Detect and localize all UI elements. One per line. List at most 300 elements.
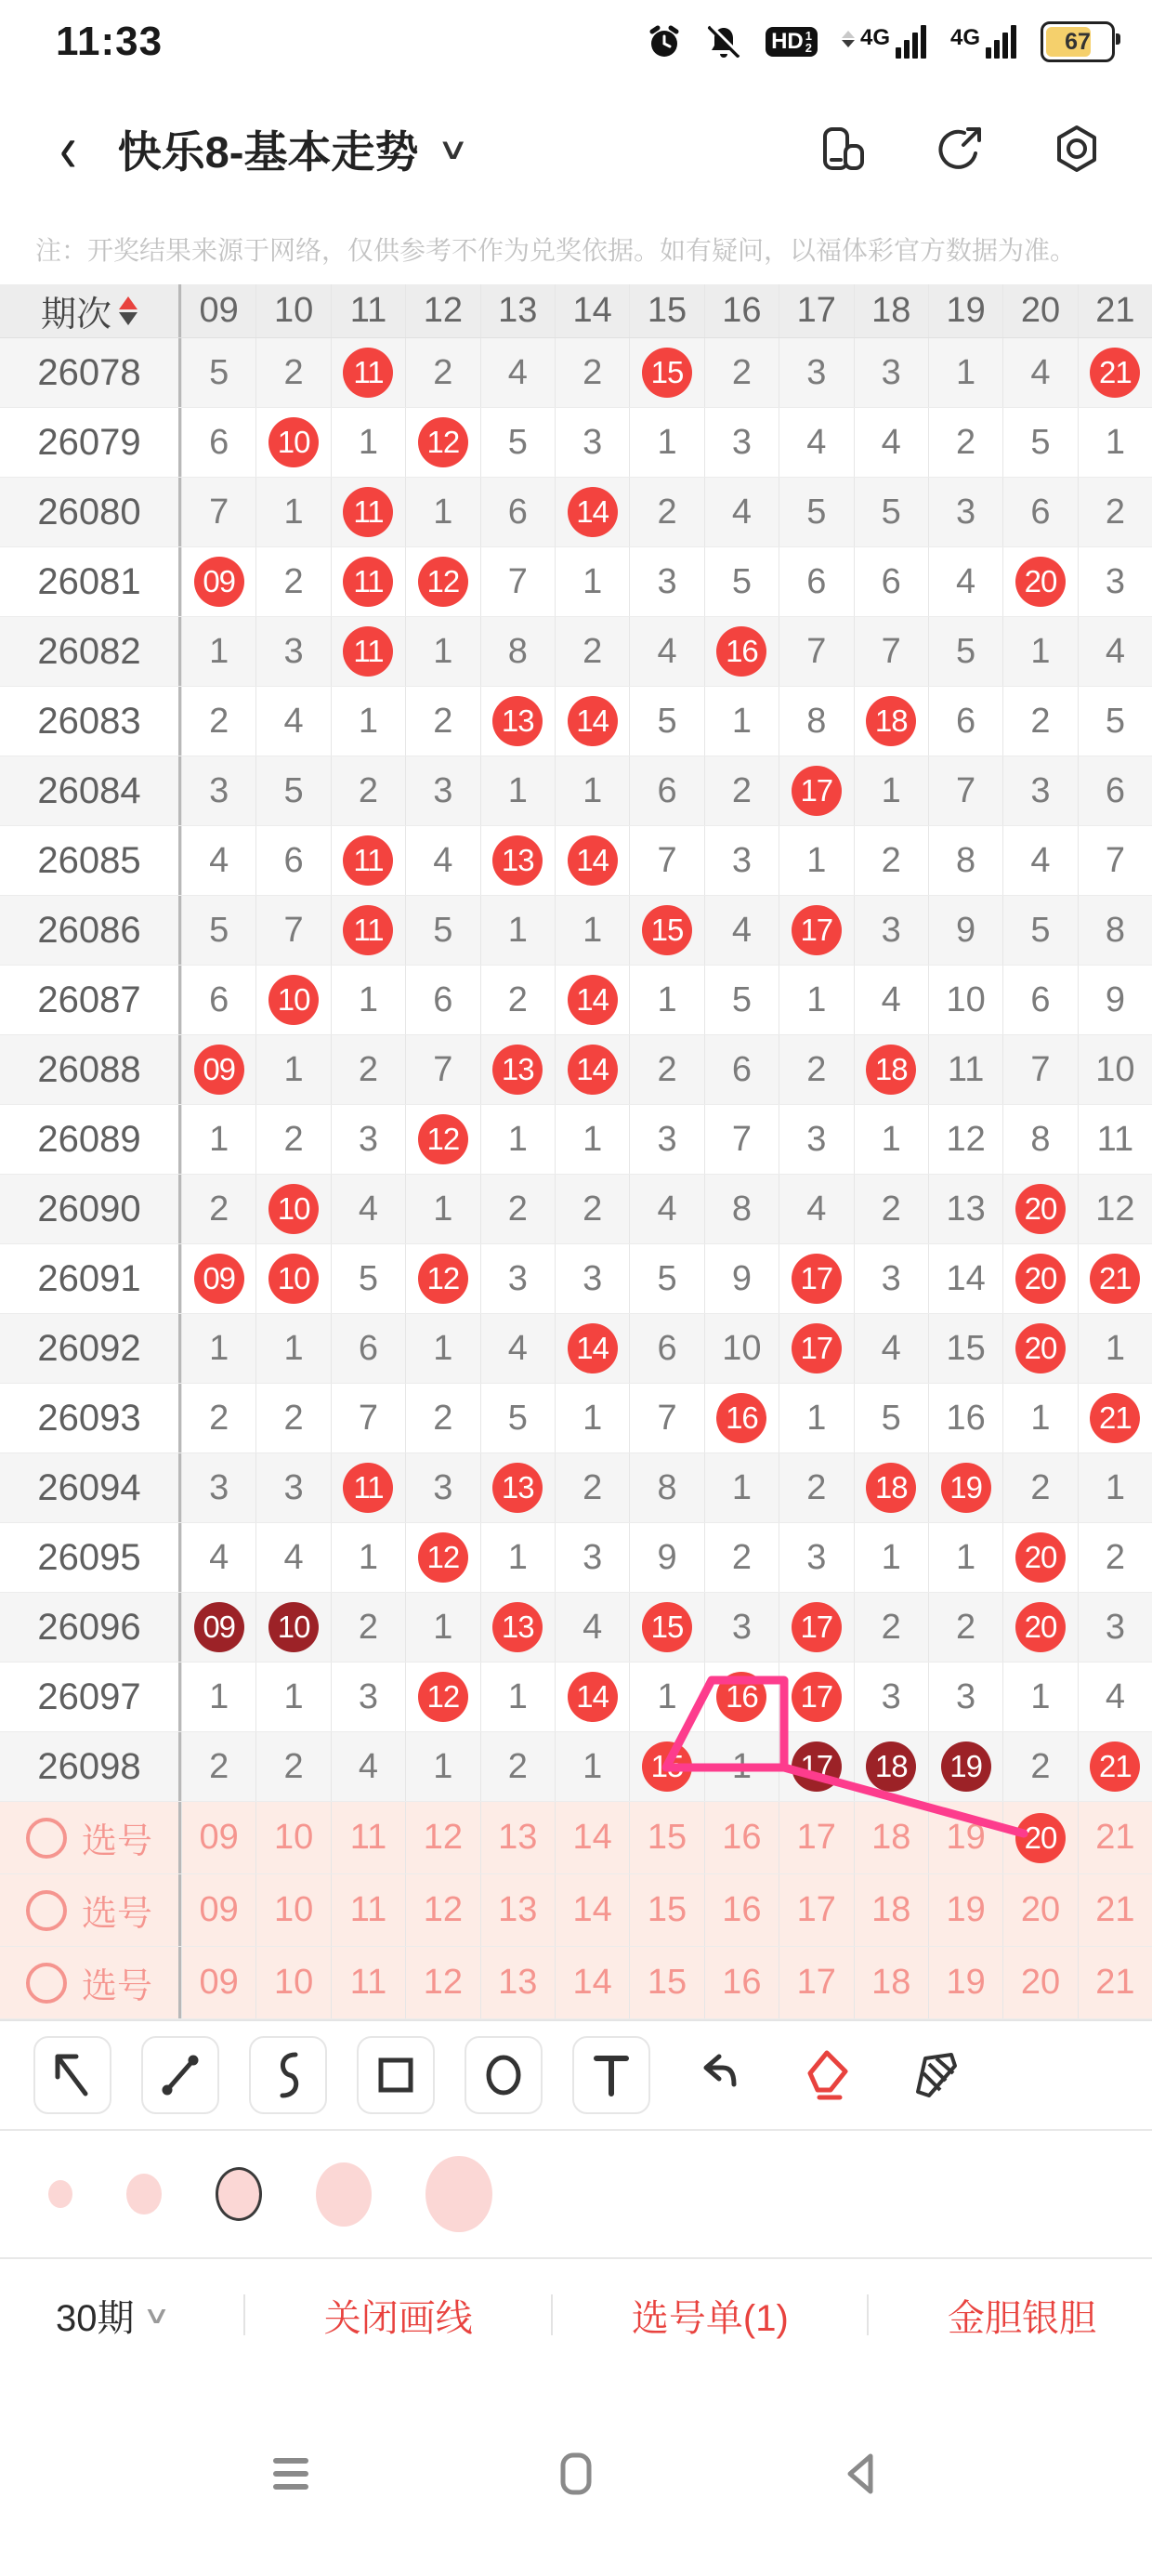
period-cell: 26086 [0,896,181,965]
miss-cell [405,1244,479,1313]
pick-label: 选号 [81,1895,152,1934]
miss-cell: 5 [255,756,330,825]
miss-cell [779,1244,853,1313]
miss-cell [928,1453,1002,1522]
drawn-number-ball: 20 [1015,1602,1066,1652]
miss-cell: 1 [405,1593,479,1662]
miss-cell: 1 [480,1663,555,1731]
drawn-number-ball: 18 [866,1045,916,1095]
miss-cell: 5 [1002,896,1077,965]
pick-number-19[interactable]: 19 [928,1874,1002,1946]
pick-number-15[interactable]: 15 [629,1802,703,1873]
pick-label: 选号 [81,1967,152,2006]
miss-cell: 6 [480,478,555,546]
miss-cell [255,408,330,477]
miss-cell: 3 [704,1593,779,1662]
miss-cell [1002,1593,1077,1662]
miss-cell: 2 [555,338,629,407]
pick-row [0,1802,1152,1874]
drawn-number-ball: 18 [866,1463,916,1513]
menu-icon[interactable] [267,2450,315,2498]
miss-cell: 3 [854,1244,928,1313]
miss-cell: 2 [1078,1523,1152,1592]
miss-cell: 1 [181,1314,255,1383]
period-cell: 26087 [0,966,181,1034]
table-row [0,1453,1152,1523]
miss-cell: 4 [704,478,779,546]
table-row [0,1384,1152,1453]
miss-cell: 3 [331,1105,405,1174]
table-row [0,408,1152,478]
period-cell: 26081 [0,547,181,616]
pick-number-09[interactable]: 09 [181,1802,255,1873]
pick-list-button[interactable]: 选号单(1) [631,2297,789,2339]
drawn-number-ball: 16 [716,1672,766,1722]
miss-cell: 2 [331,1593,405,1662]
miss-cell [779,1314,853,1383]
pick-number-16[interactable]: 16 [704,1802,779,1873]
miss-cell: 3 [255,1453,330,1522]
brush-size-2[interactable] [126,2174,162,2215]
miss-cell: 2 [331,756,405,825]
drawn-number-ball: 15 [642,905,692,955]
miss-cell: 5 [704,966,779,1034]
miss-cell: 5 [704,547,779,616]
hd-badge: HD 1 2 [766,27,818,57]
miss-cell [331,478,405,546]
table-row [0,756,1152,826]
miss-cell: 3 [854,896,928,965]
pick-number-11[interactable]: 11 [331,1947,405,2018]
drawn-number-ball-dark: 18 [866,1741,916,1792]
miss-cell: 1 [1078,1453,1152,1522]
miss-cell: 1 [928,338,1002,407]
table-row [0,1035,1152,1105]
pick-number-21[interactable]: 21 [1078,1874,1152,1946]
miss-cell: 4 [1078,1663,1152,1731]
miss-cell: 1 [480,1523,555,1592]
brush-size-3[interactable] [216,2167,262,2221]
miss-cell: 3 [854,1663,928,1731]
pick-number-21[interactable]: 21 [1078,1802,1152,1873]
miss-cell [854,687,928,756]
period-sort-header[interactable]: 期次 [0,284,181,337]
circle-tool-button[interactable] [465,2036,543,2114]
pick-number-20[interactable] [1002,1802,1077,1873]
column-header-10: 10 [255,284,330,337]
column-header-20: 20 [1002,284,1077,337]
miss-cell [255,1244,330,1313]
miss-cell [779,1732,853,1801]
miss-cell: 1 [255,1035,330,1104]
bottom-action-bar [0,2259,1152,2371]
pick-number-19[interactable]: 19 [928,1802,1002,1873]
miss-cell: 6 [331,1314,405,1383]
period-cell: 26097 [0,1663,181,1731]
pick-number-12[interactable]: 12 [405,1874,479,1946]
miss-cell: 8 [779,687,853,756]
miss-cell [405,1523,479,1592]
miss-cell: 6 [854,547,928,616]
miss-cell: 6 [629,756,703,825]
miss-cell: 12 [928,1105,1002,1174]
pick-number-09[interactable]: 09 [181,1947,255,2018]
pick-radio[interactable] [26,1890,67,1931]
pick-number-14[interactable]: 14 [555,1802,629,1873]
home-icon[interactable] [552,2450,600,2498]
miss-cell: 4 [1002,826,1077,895]
brush-size-4[interactable] [316,2162,372,2227]
miss-cell: 1 [255,1314,330,1383]
pick-number-21[interactable]: 21 [1078,1947,1152,2018]
miss-cell: 5 [779,478,853,546]
miss-cell: 1 [779,966,853,1034]
draw-toolbar [0,2019,1152,2129]
drawn-number-ball: 15 [642,1602,692,1652]
pick-number-14[interactable]: 14 [555,1874,629,1946]
miss-cell: 11 [928,1035,1002,1104]
pick-number-19[interactable]: 19 [928,1947,1002,2018]
drawn-number-ball: 12 [418,1254,468,1304]
miss-cell: 1 [405,1314,479,1383]
back-nav-icon[interactable] [837,2450,885,2498]
miss-cell [405,547,479,616]
miss-cell: 2 [704,338,779,407]
period-cell: 26079 [0,408,181,477]
drawn-number-ball: 12 [418,1672,468,1722]
miss-cell [555,687,629,756]
column-header-16: 16 [704,284,779,337]
column-header-14: 14 [555,284,629,337]
miss-cell [405,1663,479,1731]
miss-cell: 9 [629,1523,703,1592]
miss-cell: 1 [704,1453,779,1522]
clock-time: 11:33 [56,19,164,64]
miss-cell [480,1453,555,1522]
miss-cell: 4 [629,1175,703,1243]
miss-cell: 5 [181,338,255,407]
miss-cell: 9 [1078,966,1152,1034]
pick-radio[interactable] [26,1818,67,1859]
pick-number-12[interactable]: 12 [405,1802,479,1873]
drawn-number-ball: 21 [1090,1741,1140,1792]
drawn-number-ball: 09 [194,557,244,607]
pick-number-17[interactable]: 17 [779,1947,853,2018]
miss-cell: 3 [1078,1593,1152,1662]
drawn-number-ball: 15 [642,348,692,398]
miss-cell [331,826,405,895]
miss-cell: 3 [779,1105,853,1174]
miss-cell: 1 [331,1523,405,1592]
miss-cell: 2 [255,338,330,407]
pointer-tool-button[interactable] [33,2036,111,2114]
drawn-number-ball: 13 [492,1463,543,1513]
drawn-number-ball: 10 [268,1184,319,1234]
miss-cell [480,1593,555,1662]
drawn-number-ball: 10 [268,1254,319,1304]
drawn-number-ball: 20 [1015,557,1066,607]
miss-cell [629,896,703,965]
miss-cell: 8 [1078,896,1152,965]
miss-cell: 1 [555,1732,629,1801]
miss-cell: 6 [779,547,853,616]
miss-cell [854,1453,928,1522]
page-title: 快乐8-基本走势 [117,126,419,177]
miss-cell: 3 [405,756,479,825]
pick-number-11[interactable]: 11 [331,1874,405,1946]
miss-cell: 1 [1078,1314,1152,1383]
miss-cell: 10 [928,966,1002,1034]
period-cell: 26095 [0,1523,181,1592]
miss-cell: 4 [779,408,853,477]
table-row [0,1732,1152,1802]
miss-cell: 6 [181,408,255,477]
miss-cell: 15 [928,1314,1002,1383]
miss-cell: 14 [928,1244,1002,1313]
drawn-number-ball: 13 [492,1045,543,1095]
miss-cell: 8 [629,1453,703,1522]
drawn-number-ball: 11 [343,348,393,398]
miss-cell: 3 [255,617,330,686]
drawn-number-ball: 20 [1015,1254,1066,1304]
rect-tool-button[interactable] [357,2036,435,2114]
miss-cell: 13 [928,1175,1002,1243]
drawn-number-ball-dark: 19 [941,1741,991,1792]
pick-row [0,1947,1152,2019]
miss-cell: 2 [555,1175,629,1243]
drawn-number-ball: 14 [568,1672,618,1722]
miss-cell: 2 [1078,478,1152,546]
miss-cell [181,1593,255,1662]
miss-cell: 3 [779,1523,853,1592]
pick-number-10[interactable]: 10 [255,1874,330,1946]
brush-size-1[interactable] [48,2180,72,2208]
miss-cell [779,896,853,965]
pick-radio[interactable] [26,1963,67,2004]
miss-cell [331,1453,405,1522]
pick-number-13[interactable]: 13 [480,1874,555,1946]
miss-cell: 4 [928,547,1002,616]
miss-cell: 7 [928,756,1002,825]
miss-cell: 4 [704,896,779,965]
miss-cell: 1 [555,1105,629,1174]
miss-cell [1002,1523,1077,1592]
miss-cell: 5 [854,478,928,546]
sort-arrows-icon [119,296,137,325]
drawn-number-ball: 18 [866,696,916,746]
brush-size-5[interactable] [425,2156,492,2233]
column-header-19: 19 [928,284,1002,337]
period-cell: 26098 [0,1732,181,1801]
miss-cell: 5 [1078,687,1152,756]
pick-number-17[interactable]: 17 [779,1874,853,1946]
title-dropdown-icon[interactable]: ∨ [437,132,470,165]
period-count-select[interactable]: 30期 ∨ [56,2297,171,2339]
miss-cell: 1 [1078,408,1152,477]
miss-cell: 2 [331,1035,405,1104]
miss-cell: 3 [704,408,779,477]
miss-cell [181,1035,255,1104]
miss-cell: 1 [555,896,629,965]
miss-cell: 6 [1002,966,1077,1034]
period-cell: 26089 [0,1105,181,1174]
period-cell: 26093 [0,1384,181,1452]
miss-cell: 2 [1002,687,1077,756]
pick-number-18[interactable]: 18 [854,1802,928,1873]
pick-number-20[interactable]: 20 [1002,1874,1077,1946]
miss-cell: 1 [331,687,405,756]
gold-silver-dan-button[interactable]: 金胆银胆 [947,2297,1096,2339]
miss-cell [555,826,629,895]
share-icon[interactable] [933,122,987,176]
miss-cell: 1 [331,408,405,477]
disclaimer-text: 注：开奖结果来源于网络，仅供参考不作为兑奖依据。如有疑问，以福体彩官方数据为准。 [35,236,1077,265]
miss-cell [331,547,405,616]
status-bar [0,0,1152,84]
table-row [0,687,1152,756]
miss-cell: 5 [331,1244,405,1313]
brush-button[interactable] [896,2036,974,2114]
floating-window-icon[interactable] [816,122,870,176]
miss-cell: 4 [854,1314,928,1383]
table-row [0,1663,1152,1732]
miss-cell: 1 [1002,1384,1077,1452]
pick-number-11[interactable]: 11 [331,1802,405,1873]
mute-icon [706,24,741,59]
period-cell: 26078 [0,338,181,407]
miss-cell: 8 [1002,1105,1077,1174]
column-header-12: 12 [405,284,479,337]
miss-cell: 3 [928,1663,1002,1731]
miss-cell: 11 [1078,1105,1152,1174]
miss-cell: 1 [854,756,928,825]
miss-cell: 2 [480,1732,555,1801]
miss-cell [555,1663,629,1731]
period-cell: 26080 [0,478,181,546]
miss-cell: 1 [854,1105,928,1174]
period-cell: 26090 [0,1175,181,1243]
miss-cell: 3 [555,1523,629,1592]
pick-number-14[interactable]: 14 [555,1947,629,2018]
miss-cell: 1 [181,1663,255,1731]
pick-number-16[interactable]: 16 [704,1874,779,1946]
miss-cell [1078,1384,1152,1452]
miss-cell: 7 [629,826,703,895]
drawn-number-ball: 11 [343,835,393,886]
pick-number-20[interactable]: 20 [1002,1947,1077,2018]
miss-cell: 7 [405,1035,479,1104]
drawn-number-ball: 11 [343,487,393,537]
drawn-number-ball: 10 [268,975,319,1025]
drawn-number-ball: 14 [568,1323,618,1373]
eraser-button[interactable] [788,2036,866,2114]
miss-cell: 4 [255,1523,330,1592]
miss-cell: 7 [480,547,555,616]
miss-cell: 1 [779,826,853,895]
text-tool-button[interactable] [572,2036,650,2114]
miss-cell: 1 [704,687,779,756]
miss-cell [480,687,555,756]
pick-number-10[interactable]: 10 [255,1802,330,1873]
pick-number-17[interactable]: 17 [779,1802,853,1873]
pick-number-15[interactable]: 15 [629,1947,703,2018]
pick-number-09[interactable]: 09 [181,1874,255,1946]
miss-cell: 9 [704,1244,779,1313]
drawn-number-ball: 16 [716,626,766,677]
miss-cell: 7 [779,617,853,686]
pick-number-13[interactable]: 13 [480,1802,555,1873]
pick-number-18[interactable]: 18 [854,1947,928,2018]
miss-cell: 2 [555,1453,629,1522]
picked-number-ball[interactable]: 20 [1015,1813,1066,1863]
miss-cell: 2 [405,687,479,756]
table-row [0,1175,1152,1244]
period-cell: 26083 [0,687,181,756]
miss-cell: 4 [331,1175,405,1243]
miss-cell: 2 [629,1035,703,1104]
miss-cell: 6 [704,1035,779,1104]
miss-cell: 5 [629,687,703,756]
miss-cell [405,408,479,477]
period-cell: 26091 [0,1244,181,1313]
miss-cell [1002,1244,1077,1313]
miss-cell [331,338,405,407]
miss-cell: 5 [629,1244,703,1313]
miss-cell: 6 [405,966,479,1034]
line-tool-button[interactable] [141,2036,219,2114]
drawn-number-ball: 20 [1015,1184,1066,1234]
miss-cell: 10 [1078,1035,1152,1104]
pick-number-18[interactable]: 18 [854,1874,928,1946]
drawn-number-ball: 17 [792,1672,842,1722]
pick-number-10[interactable]: 10 [255,1947,330,2018]
pick-number-13[interactable]: 13 [480,1947,555,2018]
miss-cell: 4 [1002,338,1077,407]
miss-cell: 6 [1078,756,1152,825]
miss-cell: 4 [1078,617,1152,686]
miss-cell: 3 [181,1453,255,1522]
miss-cell: 1 [480,756,555,825]
pick-number-12[interactable]: 12 [405,1947,479,2018]
drawn-number-ball: 20 [1015,1532,1066,1583]
drawn-number-ball: 12 [418,557,468,607]
pick-number-15[interactable]: 15 [629,1874,703,1946]
miss-cell: 2 [555,617,629,686]
undo-button[interactable] [680,2036,758,2114]
back-button[interactable]: ‹ [59,110,77,187]
miss-cell: 4 [779,1175,853,1243]
curve-tool-button[interactable] [249,2036,327,2114]
miss-cell: 2 [928,1593,1002,1662]
miss-cell: 3 [629,1105,703,1174]
drawn-number-ball: 11 [343,905,393,955]
pick-number-16[interactable]: 16 [704,1947,779,2018]
signal-4g-icon: 4G [842,25,926,59]
settings-icon[interactable] [1050,122,1104,176]
drawn-number-ball: 14 [568,696,618,746]
drawn-number-ball: 12 [418,1532,468,1583]
miss-cell: 7 [704,1105,779,1174]
miss-cell: 1 [1002,617,1077,686]
close-drawing-button[interactable]: 关闭画线 [323,2297,473,2339]
drawn-number-ball: 12 [418,1114,468,1164]
miss-cell [704,1663,779,1731]
miss-cell: 4 [255,687,330,756]
alarm-icon [647,24,682,59]
drawn-number-ball: 13 [492,1602,543,1652]
period-cell: 26085 [0,826,181,895]
drawn-number-ball-dark: 10 [268,1602,319,1652]
